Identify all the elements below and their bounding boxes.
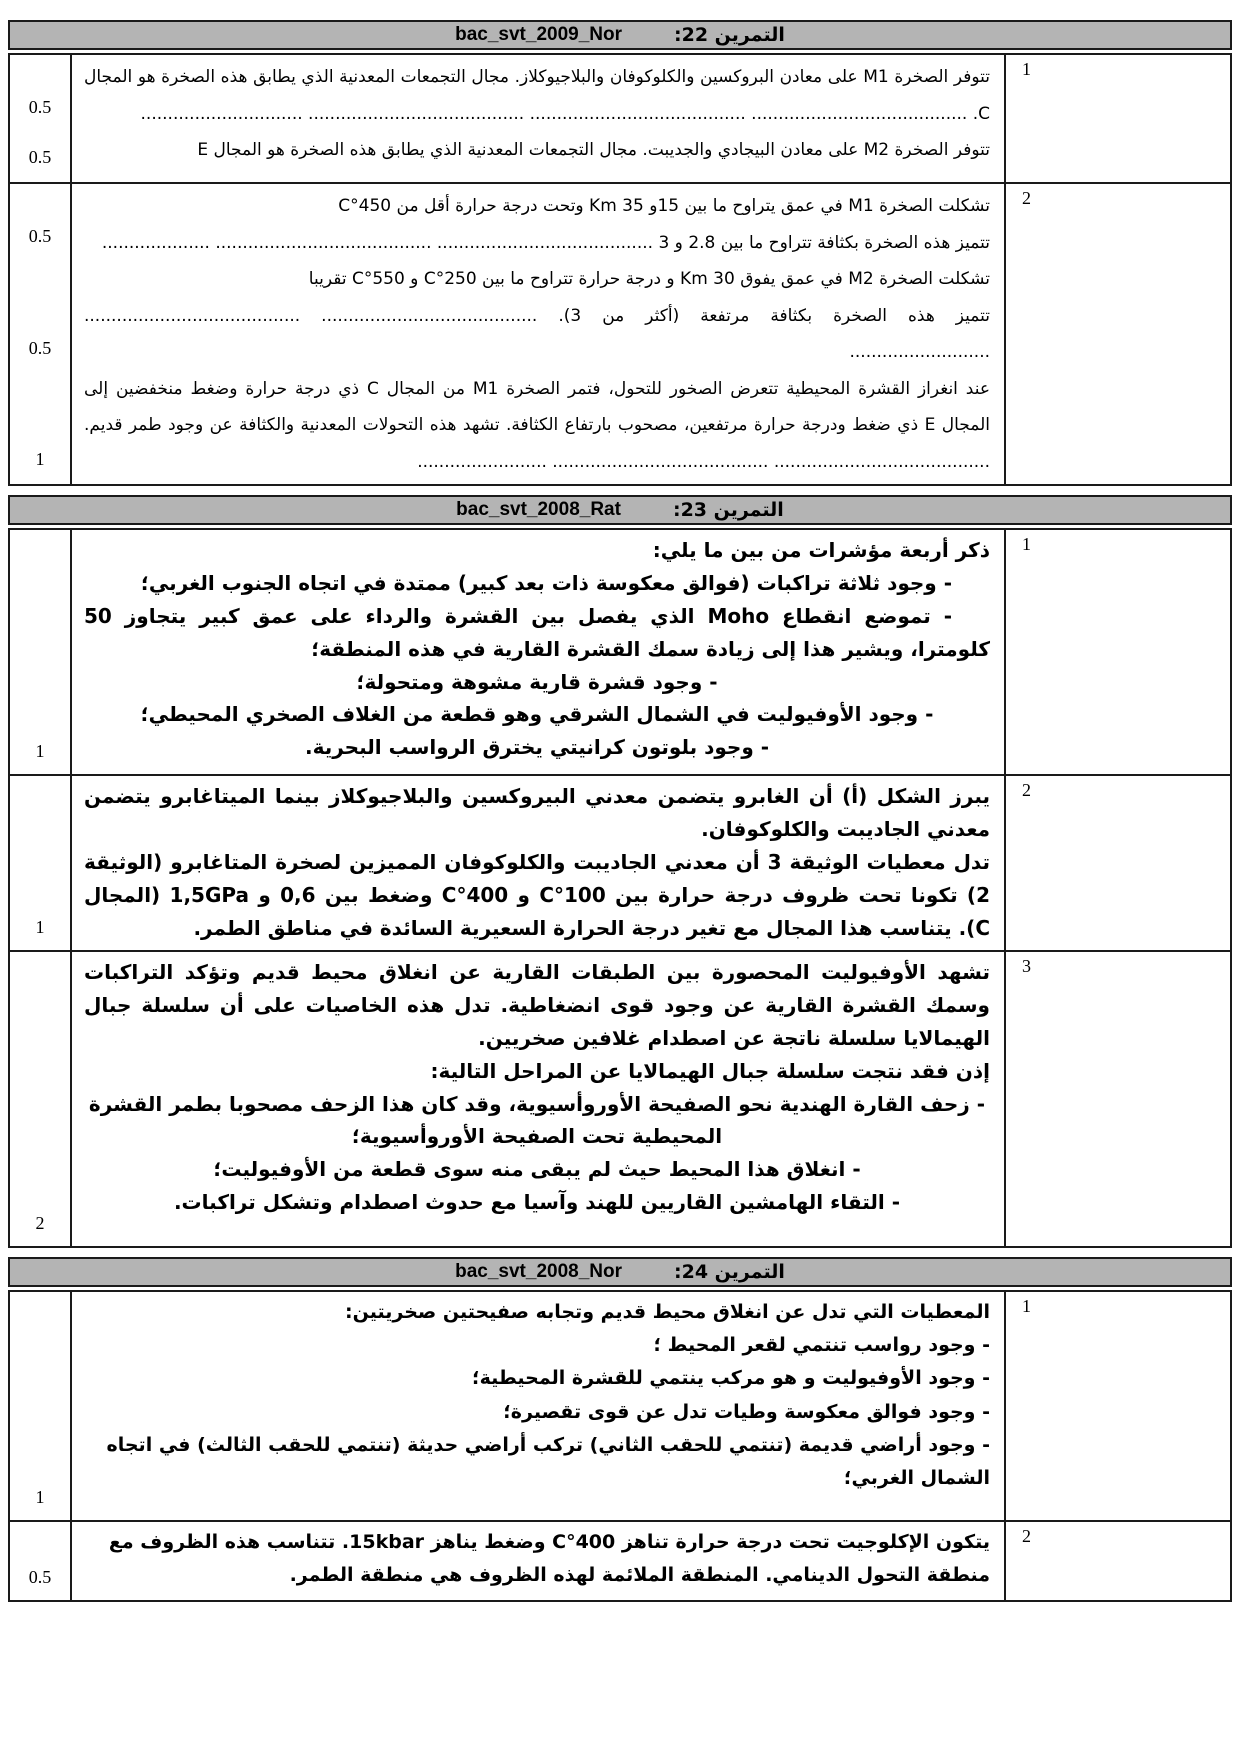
question-number-column (1004, 1522, 1230, 1600)
exercise-code: bac_svt_2008_Rat (456, 499, 621, 521)
exercise-section-22 (8, 20, 1232, 486)
answer-content (72, 55, 1004, 182)
answers-table (8, 528, 1232, 1248)
exercise-header (8, 495, 1232, 525)
question-number: 3 (1022, 956, 1031, 977)
answer-content (72, 1522, 1004, 1600)
score-value: 0.5 (28, 226, 52, 246)
exercise-header (8, 1257, 1232, 1287)
question-number: 1 (1022, 1296, 1031, 1317)
answer-bullet: - وجود الأوفيوليت في الشمال الشرقي وهو قطعة من الغلاف الصخري المحيطي؛ (140, 702, 934, 727)
question-number: 1 (1022, 59, 1031, 79)
answer-paragraph: عند انغراز القشرة المحيطية تتعرض الصخور للتحول، فتمر الصخرة M1 من المجال C ذي درجة حرارة وضغط منخفضين إلى المجال E ذي ضغط ودرجة حرارة مرتفعين، مصحوب بارتفاع الكثافة. تشهد هذه التحولات المعدنية والكثافة عن وجود طمر قديم. ........................................ ........................................ ........................ (84, 378, 991, 472)
score-value: 2 (35, 1213, 45, 1234)
answer-bullet: - وجود الأوفيوليت و هو مركب ينتمي للقشرة المحيطية؛ (472, 1367, 990, 1390)
score-value: 1 (35, 1487, 45, 1508)
score-column (10, 184, 72, 484)
answer-paragraph: المعطيات التي تدل عن انغلاق محيط قديم وتجابه صفيحتين صخريتين: (345, 1301, 990, 1324)
question-number-column (1004, 184, 1230, 484)
answer-paragraph: تتوفر الصخرة M1 على معادن البروكسين والكلوكوفان والبلاجيوكلاز. مجال التجمعات المعدنية الذي يطابق هذه الصخرة هو المجال C. ........................................ ........................................ ........................................ .............................. (84, 67, 990, 124)
score-column (10, 1522, 72, 1600)
answer-paragraph: إذن فقد نتجت سلسلة جبال الهيمالايا عن المراحل التالية: (430, 1058, 990, 1083)
question-number-column (1004, 55, 1230, 182)
answer-row (10, 182, 1230, 484)
answers-table (8, 1290, 1232, 1602)
answer-bullet: - وجود بلوتون كرانيتي يخترق الرواسب البحرية. (304, 735, 770, 760)
score-value: 1 (35, 917, 45, 938)
question-number: 2 (1022, 1526, 1031, 1547)
score-value: 0.5 (28, 1567, 52, 1588)
answer-content (72, 530, 1004, 774)
question-number-column (1004, 530, 1230, 774)
exercise-section-23 (8, 495, 1232, 1248)
answer-content (72, 952, 1004, 1246)
answer-content (72, 1292, 1004, 1520)
exercise-title: التمرين 24: (674, 1261, 785, 1284)
answer-paragraph: تتميز هذه الصخرة بكثافة مرتفعة (أكثر من 3). ........................................ ........................................ .......................... (84, 305, 990, 363)
score-column (10, 55, 72, 182)
answer-paragraph: تتوفر الصخرة M2 على معادن البيجادي والجديبت. مجال التجمعات المعدنية الذي يطابق هذه الصخرة هو المجال E (197, 140, 990, 161)
answer-row (10, 1292, 1230, 1520)
question-number-column (1004, 776, 1230, 950)
answer-paragraph: تشهد الأوفيوليت المحصورة بين الطبقات القارية عن انغلاق محيط قديم وتؤكد التراكبات وسمك القشرة القارية عن وجود قوى انضغاطية. تدل هذه الخاصيات على أن سلسلة جبال الهيمالايا سلسلة ناتجة عن اصطدام غلافين صخريين. (84, 960, 990, 1050)
exercise-code: bac_svt_2009_Nor (455, 24, 622, 45)
answer-row (10, 55, 1230, 182)
exercise-title: التمرين 22: (674, 24, 785, 46)
question-number-column (1004, 952, 1230, 1246)
answer-paragraph: تشكلت الصخرة M1 في عمق يتراوح ما بين 15و 35 Km وتحت درجة حرارة أقل من 450°C (338, 196, 990, 216)
exercise-section-24 (8, 1257, 1232, 1602)
answer-row (10, 530, 1230, 774)
question-number: 1 (1022, 534, 1031, 555)
answer-bullet: - زحف القارة الهندية نحو الصفيحة الأوروأسيوية، وقد كان هذا الزحف مصحوبا بطمر القشرة المحيطية تحت الصفيحة الأوروأسيوية؛ (88, 1091, 986, 1149)
answer-bullet: - تموضع انقطاع Moho الذي يفصل بين القشرة والرداء على عمق كبير يتجاوز 50 كلومترا، ويشير هذا إلى زيادة سمك القشرة القارية في هذه المنطقة؛ (84, 603, 990, 661)
score-column (10, 952, 72, 1246)
answer-paragraph: تتميز هذه الصخرة بكثافة تتراوح ما بين 2.8 و 3 ........................................ ........................................ .................... (101, 232, 990, 253)
score-column (10, 776, 72, 950)
answer-bullet: - وجود أراضي قديمة (تنتمي للحقب الثاني) تركب أراضي حديثة (تنتمي للحقب الثالث) في اتجاه الشمال الغربي؛ (106, 1433, 990, 1489)
answer-row (10, 774, 1230, 950)
answer-bullet: - وجود قشرة قارية مشوهة ومتحولة؛ (356, 669, 718, 694)
answers-table (8, 53, 1232, 486)
answer-content (72, 776, 1004, 950)
answer-bullet: - وجود رواسب تنتمي لقعر المحيط ؛ (653, 1334, 990, 1357)
answer-paragraph: يبرز الشكل (أ) أن الغابرو يتضمن معدني البيروكسين والبلاجيوكلاز بينما الميتاغابرو يتضمن معدني الجاديبت والكلوكوفان. (84, 784, 990, 842)
question-number: 2 (1022, 780, 1031, 801)
answer-paragraph: تدل معطيات الوثيقة 3 أن معدني الجاديبت والكلوكوفان المميزين لصخرة المتاغابرو (الوثيقة 2) تكونا تحت ظروف درجة حرارة بين 100°C و 400°C وضغط بين 0,6 و 1,5GPa (المجال C). يتناسب هذا المجال مع تغير درجة الحرارة السعيرية السائدة في مناطق الطمر. (84, 849, 990, 940)
answer-row (10, 950, 1230, 1246)
score-value: 1 (35, 449, 45, 470)
exercise-code: bac_svt_2008_Nor (455, 1261, 622, 1283)
score-value: 0.5 (28, 97, 52, 117)
answer-bullet: - وجود ثلاثة تراكبات (فوالق معكوسة ذات بعد كبير) ممتدة في اتجاه الجنوب الغربي؛ (140, 571, 952, 596)
answer-paragraph: ذكر أربعة مؤشرات من بين ما يلي: (652, 538, 990, 563)
answer-bullet: - التقاء الهامشين القاريين للهند وآسيا مع حدوث اصطدام وتشكل تراكبات. (173, 1189, 901, 1214)
score-value: 1 (35, 741, 45, 762)
answer-row (10, 1520, 1230, 1600)
answer-bullet: - وجود فوالق معكوسة وطيات تدل عن قوى تقصيرة؛ (503, 1400, 990, 1423)
exercise-title: التمرين 23: (672, 499, 784, 522)
answer-paragraph: تشكلت الصخرة M2 في عمق يفوق 30 Km و درجة حرارة تتراوح ما بين 250°C و 550°C تقريبا (308, 269, 990, 290)
score-column (10, 1292, 72, 1520)
question-number: 2 (1022, 188, 1031, 208)
score-column (10, 530, 72, 774)
score-value: 0.5 (28, 337, 52, 358)
score-value: 0.5 (28, 147, 52, 167)
exercise-header (8, 20, 1232, 50)
answer-paragraph: يتكون الإكلوجيت تحت درجة حرارة تناهز 400°C وضغط يناهز 15kbar. تتناسب هذه الظروف مع منطقة التحول الدينامي. المنطقة الملائمة لهذه الظروف هي منطقة الطمر. (108, 1531, 990, 1587)
answer-content (72, 184, 1004, 484)
answer-bullet: - انغلاق هذا المحيط حيث لم يبقى منه سوى قطعة من الأوفيوليت؛ (213, 1157, 861, 1182)
question-number-column (1004, 1292, 1230, 1520)
